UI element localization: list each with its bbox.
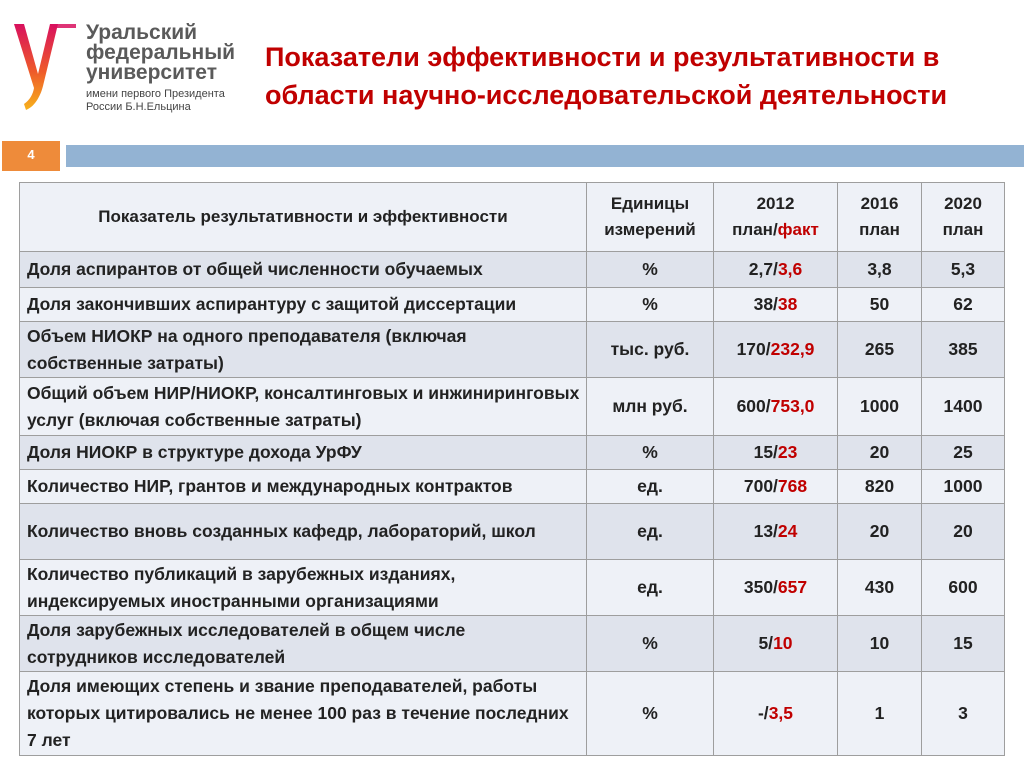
cell-2012: 350/657 (714, 560, 838, 616)
cell-indicator: Количество НИР, грантов и международных контрактов (20, 470, 587, 504)
cell-indicator: Доля закончивших аспирантуру с защитой диссертации (20, 288, 587, 322)
cell-unit: тыс. руб. (587, 322, 714, 378)
cell-unit: % (587, 288, 714, 322)
cell-2020: 1400 (922, 378, 1005, 436)
logo-text-line5: России Б.Н.Ельцина (86, 101, 191, 113)
table-row (20, 616, 1005, 672)
cell-indicator: Доля НИОКР в структуре дохода УрФУ (20, 436, 587, 470)
cell-2016: 10 (838, 616, 922, 672)
cell-indicator: Общий объем НИР/НИОКР, консалтинговых и инжиниринговых услуг (включая собственные затраты) (20, 378, 587, 436)
cell-2016: 50 (838, 288, 922, 322)
cell-2020: 5,3 (922, 252, 1005, 288)
logo-text-line2: федеральный (86, 41, 236, 64)
cell-2012: 700/768 (714, 470, 838, 504)
table-header-row (20, 183, 1005, 252)
logo-text-line4: имени первого Президента (86, 88, 225, 100)
cell-2016: 3,8 (838, 252, 922, 288)
cell-2012: 600/753,0 (714, 378, 838, 436)
slide-title (265, 38, 1015, 114)
cell-2012: -/3,5 (714, 672, 838, 756)
cell-2016: 20 (838, 436, 922, 470)
urfu-logo-icon (10, 16, 82, 116)
cell-unit: ед. (587, 560, 714, 616)
logo-text-line1: Уральский (86, 21, 198, 44)
cell-2016: 20 (838, 504, 922, 560)
cell-2016: 265 (838, 322, 922, 378)
header-2020: 2020 план (922, 183, 1005, 252)
cell-2020: 25 (922, 436, 1005, 470)
cell-indicator: Доля аспирантов от общей численности обучаемых (20, 252, 587, 288)
logo-text-line3: университет (86, 61, 217, 84)
cell-2016: 820 (838, 470, 922, 504)
cell-2020: 62 (922, 288, 1005, 322)
university-logo (10, 16, 250, 126)
cell-indicator: Количество вновь созданных кафедр, лабораторий, школ (20, 504, 587, 560)
cell-2020: 600 (922, 560, 1005, 616)
cell-2020: 385 (922, 322, 1005, 378)
cell-indicator: Доля зарубежных исследователей в общем числе сотрудников исследователей (20, 616, 587, 672)
cell-unit: млн руб. (587, 378, 714, 436)
cell-2012: 2,7/3,6 (714, 252, 838, 288)
header-divider-bar (66, 145, 1024, 167)
cell-2012: 15/23 (714, 436, 838, 470)
header-units: Единицы измерений (587, 183, 714, 252)
cell-indicator: Объем НИОКР на одного преподавателя (включая собственные затраты) (20, 322, 587, 378)
cell-unit: % (587, 672, 714, 756)
cell-2020: 15 (922, 616, 1005, 672)
cell-2020: 1000 (922, 470, 1005, 504)
table-row (20, 470, 1005, 504)
indicators-table (19, 182, 1005, 756)
header-2012: 2012 план/факт (714, 183, 838, 252)
table-row (20, 322, 1005, 378)
table-row (20, 504, 1005, 560)
cell-2020: 20 (922, 504, 1005, 560)
table-row (20, 378, 1005, 436)
cell-unit: % (587, 436, 714, 470)
cell-2012: 13/24 (714, 504, 838, 560)
cell-unit: % (587, 616, 714, 672)
table-row (20, 288, 1005, 322)
table-row (20, 560, 1005, 616)
cell-2020: 3 (922, 672, 1005, 756)
cell-2016: 1000 (838, 378, 922, 436)
table-row (20, 252, 1005, 288)
cell-unit: ед. (587, 470, 714, 504)
table-row (20, 672, 1005, 756)
cell-unit: ед. (587, 504, 714, 560)
cell-indicator: Доля имеющих степень и звание преподавателей, работы которых цитировались не менее 100 раз в течение последних 7 лет (20, 672, 587, 756)
header-indicator: Показатель результативности и эффективности (20, 183, 587, 252)
cell-2012: 170/232,9 (714, 322, 838, 378)
cell-2012: 38/38 (714, 288, 838, 322)
cell-2016: 430 (838, 560, 922, 616)
cell-2012: 5/10 (714, 616, 838, 672)
table-row (20, 436, 1005, 470)
slide-title-line1: Показатели эффективности и результативности в (265, 42, 940, 72)
slide-title-line2: области научно-исследовательской деятельности (265, 80, 948, 110)
cell-2016: 1 (838, 672, 922, 756)
header-2016: 2016 план (838, 183, 922, 252)
slide-number: 4 (2, 141, 60, 171)
cell-unit: % (587, 252, 714, 288)
cell-indicator: Количество публикаций в зарубежных изданиях, индексируемых иностранными организациями (20, 560, 587, 616)
